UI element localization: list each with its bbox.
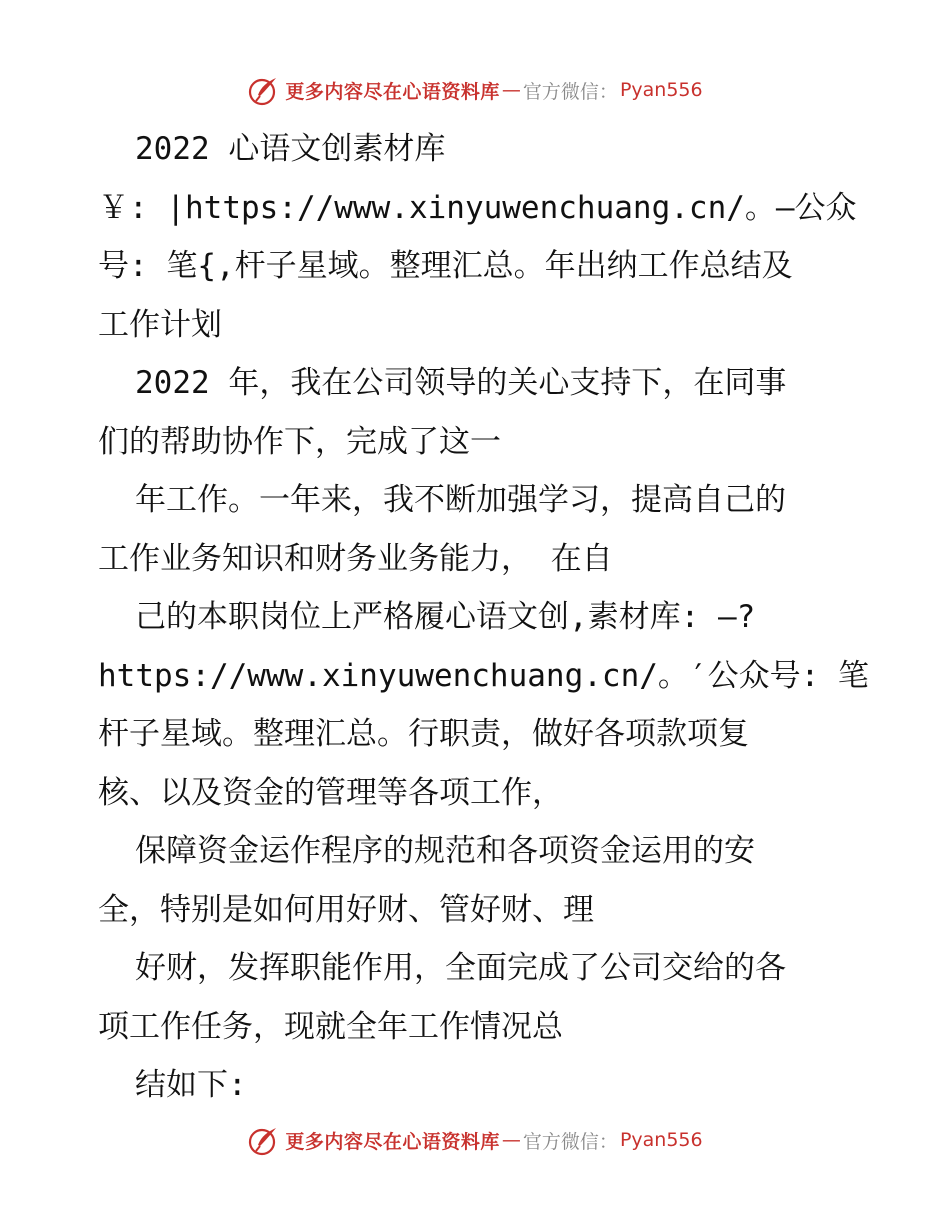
doc-line: 好财，发挥职能作用，全面完成了公司交给的各 [135,950,786,986]
doc-line: 结如下: [135,1067,247,1103]
header-watermark-banner [0,70,950,110]
quill-circle-icon [247,1123,281,1157]
banner-main-text: 更多内容尽在心语资料库 [285,80,500,103]
banner-main-text: 更多内容尽在心语资料库 [285,1130,500,1153]
doc-line: 工作计划 [98,306,222,343]
doc-line: 年工作。一年来，我不断加强学习，提高自己的 [135,482,786,518]
doc-line: 全，特别是如何用好财、管好财、理 [98,891,594,928]
banner-sub-text: 官方微信： [522,80,618,103]
doc-line: https://www.xinyuwenchuang.cn/。′公众号: 笔 [98,657,869,694]
doc-line: 2022 年，我在公司领导的关心支持下，在同事 [135,365,787,401]
doc-line: 保障资金运作程序的规范和各项资金运用的安 [135,833,755,869]
banner-wechat-handle: Pyan556 [619,79,703,101]
doc-line: ￥: |https://www.xinyuwenchuang.cn/。—公众 [98,189,857,226]
doc-line: 己的本职岗位上严格履心语文创,素材库: —? [135,599,756,635]
quill-circle-icon [247,73,281,107]
doc-line: 2022 心语文创素材库 [135,131,446,167]
banner-dash: — [501,1129,521,1151]
doc-line: 号: 笔{,杆子星域。整理汇总。年出纳工作总结及 [98,248,793,284]
banner-dash: — [501,79,521,101]
doc-line: 项工作任务，现就全年工作情况总 [98,1008,563,1045]
footer-watermark-banner [0,1120,950,1160]
banner-sub-text: 官方微信： [522,1130,618,1153]
doc-line: 核、以及资金的管理等各项工作， [98,774,563,811]
doc-line: 工作业务知识和财务业务能力， 在自 [98,540,613,577]
doc-line: 们的帮助协作下，完成了这一 [98,423,501,460]
document-body [98,120,869,1115]
doc-line: 杆子星域。整理汇总。行职责，做好各项款项复 [98,716,749,752]
banner-wechat-handle: Pyan556 [619,1129,703,1151]
